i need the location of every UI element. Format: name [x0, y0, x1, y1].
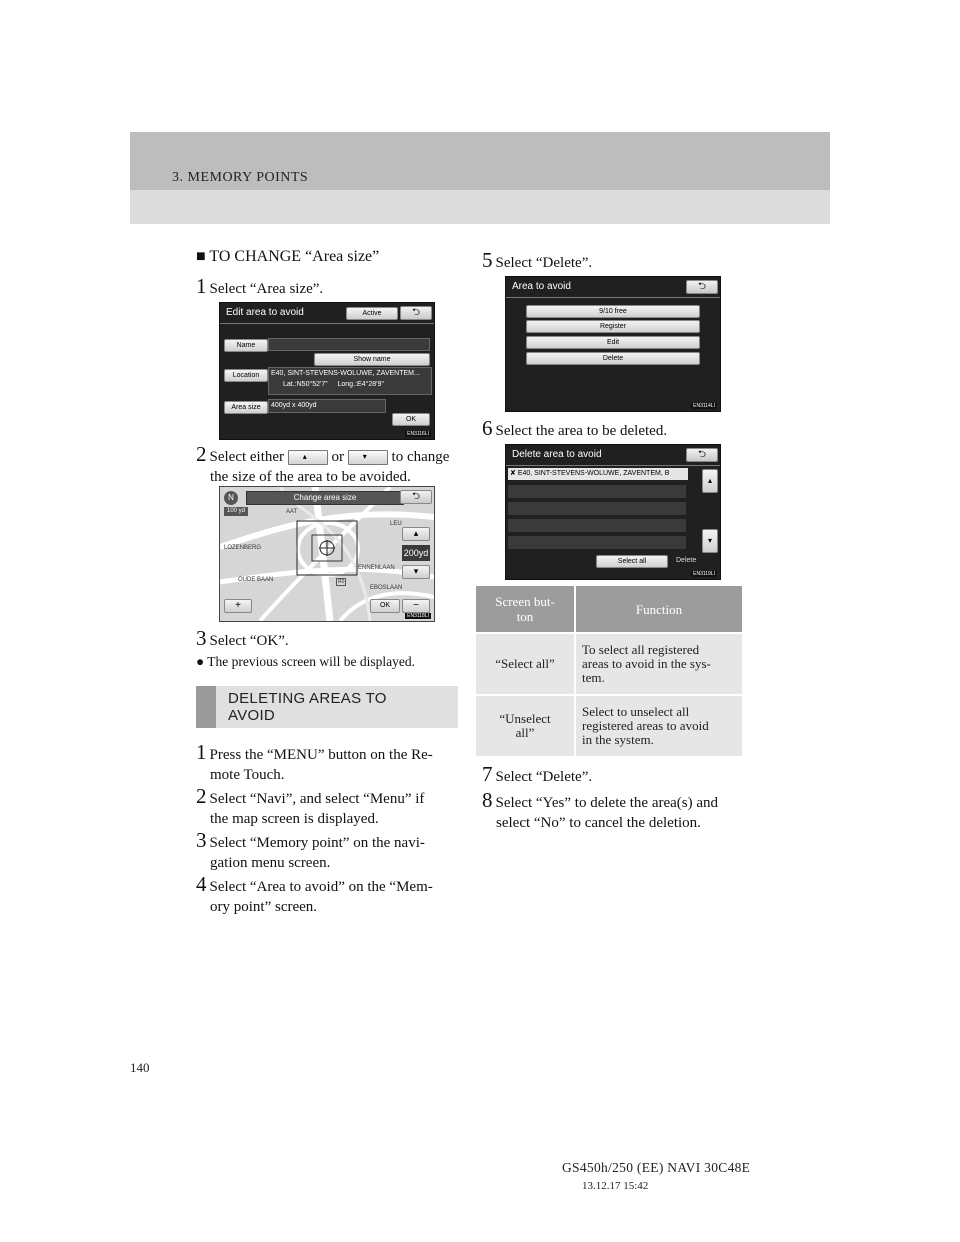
street-label: LOZENBERG — [224, 545, 262, 551]
step-text-cont: gation menu screen. — [210, 855, 331, 871]
location-button[interactable]: Location — [224, 369, 268, 382]
street-label: LEU — [390, 521, 402, 527]
step-text: Select the area to be deleted. — [495, 423, 668, 439]
delete-button[interactable]: Delete — [526, 352, 700, 365]
area-size-value: 400yd x 400yd — [268, 399, 386, 413]
free-count-display: 9/10 free — [526, 305, 700, 318]
screen-title: Edit area to avoid — [226, 307, 304, 318]
location-field — [268, 367, 432, 395]
step-3 — [196, 628, 289, 651]
empty-list-row — [508, 519, 686, 532]
table-cell: “Select all” — [476, 633, 575, 695]
section-title — [228, 690, 387, 724]
step-number: 2 — [196, 784, 207, 808]
edit-area-screen — [219, 302, 435, 440]
change-area-map-screen — [219, 486, 435, 622]
section-bar — [196, 686, 216, 728]
active-button[interactable]: Active — [346, 307, 398, 320]
section-title-line: AVOID — [228, 707, 276, 724]
step-number: 8 — [482, 788, 493, 812]
table-cell: To select all registered areas to avoid in the sys- tem. — [575, 633, 742, 695]
section-title-line: DELETING AREAS TO — [228, 690, 387, 707]
back-button[interactable]: ⮌ — [400, 490, 432, 504]
screen-title: Delete area to avoid — [512, 449, 602, 460]
down-arrow-icon: ▾ — [362, 452, 367, 462]
table-header: Screen but- ton — [476, 586, 575, 633]
image-code: EN3119LI — [693, 571, 715, 577]
page-down-button[interactable]: ▾ — [702, 529, 718, 553]
area-name: E40, SINT-STEVENS-WOLUWE, ZAVENTEM, B — [517, 470, 670, 477]
empty-list-row — [508, 536, 686, 549]
step-text: Select “Area to avoid” on the “Mem- — [209, 879, 433, 895]
delete-button[interactable]: Delete — [676, 557, 697, 564]
empty-list-row — [508, 485, 686, 498]
empty-list-row — [508, 502, 686, 515]
step-text-post: to change — [391, 449, 450, 465]
step-text: Select “Delete”. — [495, 255, 593, 271]
street-label: OUDE BAAN — [238, 577, 274, 583]
step-2 — [196, 444, 462, 487]
page-number: 140 — [130, 1060, 150, 1075]
step-text-cont: ory point” screen. — [210, 899, 318, 915]
compass-icon: N — [224, 491, 238, 505]
back-button[interactable]: ⮌ — [400, 306, 432, 320]
step-number: 3 — [196, 626, 207, 650]
step-1 — [196, 276, 323, 299]
name-button[interactable]: Name — [224, 339, 268, 352]
road-number: R0 — [338, 579, 345, 585]
area-size-button[interactable]: Area size — [224, 401, 268, 414]
step-number: 1 — [196, 740, 207, 764]
location-value: E40, SINT-STEVENS-WOLUWE, ZAVENTEM... — [271, 370, 420, 377]
step-text: Select “Memory point” on the navi- — [209, 835, 425, 851]
print-date: 13.12.17 15:42 — [582, 1180, 649, 1192]
step-text: Select “Navi”, and select “Menu” if — [209, 791, 425, 807]
step-text: Select “Area size”. — [209, 281, 324, 297]
select-all-button[interactable]: Select all — [596, 555, 668, 568]
step-text: Select “Yes” to delete the area(s) and — [495, 795, 719, 811]
image-code: EN3116LI — [407, 431, 429, 437]
table-header-row — [476, 586, 742, 633]
page-up-button[interactable]: ▴ — [702, 469, 718, 493]
ok-button[interactable]: OK — [392, 413, 430, 426]
step-text-cont: mote Touch. — [210, 767, 285, 783]
street-label: ENNENLAAN — [358, 565, 395, 571]
image-code: EN3118LI — [407, 613, 429, 619]
step-number: 7 — [482, 762, 493, 786]
area-list-item[interactable]: ✘ E40, SINT-STEVENS-WOLUWE, ZAVENTEM, B — [508, 468, 688, 480]
step-text-cont: the size of the area to be avoided. — [210, 469, 411, 485]
table-cell: Select to unselect all registered areas to avoid in the system. — [575, 695, 742, 757]
step-7 — [482, 764, 592, 787]
size-up-button[interactable]: ▴ — [402, 527, 430, 541]
size-down-button — [348, 450, 388, 465]
up-arrow-icon: ▴ — [302, 452, 307, 462]
d-step-4 — [196, 874, 462, 917]
screen-title: Area to avoid — [512, 281, 571, 292]
step-text-cont: select “No” to cancel the deletion. — [496, 815, 701, 831]
image-code: EN3114LI — [693, 403, 715, 409]
page-header — [130, 132, 830, 224]
back-button[interactable]: ⮌ — [686, 280, 718, 294]
delete-area-screen — [505, 444, 721, 580]
map-scale: 100 yd — [224, 507, 248, 516]
step-text-or: or — [331, 449, 345, 465]
step-text: Select “OK”. — [209, 633, 289, 649]
back-button[interactable]: ⮌ — [686, 448, 718, 462]
step-number: 4 — [196, 872, 207, 896]
area-size-display: 200yd — [402, 545, 430, 561]
size-down-button[interactable]: ▾ — [402, 565, 430, 579]
d-step-1 — [196, 742, 462, 785]
step-text: Press the “MENU” button on the Re- — [209, 747, 433, 763]
step-text: Select “Delete”. — [495, 769, 593, 785]
latitude: Lat.:N50°52'7" — [283, 381, 328, 388]
step-number: 2 — [196, 442, 207, 466]
size-up-button — [288, 450, 328, 465]
step-text-cont: the map screen is displayed. — [210, 811, 379, 827]
header-title: 3. MEMORY POINTS — [172, 170, 309, 185]
table-header: Function — [575, 586, 742, 633]
step-text: Select either — [209, 449, 285, 465]
step-number: 5 — [482, 248, 493, 272]
section-heading: ■ TO CHANGE “Area size” — [196, 248, 380, 265]
show-name-button[interactable]: Show name — [314, 353, 430, 366]
step-6 — [482, 418, 667, 441]
step-5 — [482, 250, 592, 273]
table-row — [476, 695, 742, 757]
table-cell: “Unselect all” — [476, 695, 575, 757]
table-row — [476, 633, 742, 695]
function-table — [476, 586, 742, 758]
register-button[interactable]: Register — [526, 320, 700, 333]
bullet-note: ● The previous screen will be displayed. — [196, 654, 415, 669]
screen-title: Change area size — [246, 491, 404, 505]
d-step-3 — [196, 830, 462, 873]
edit-button[interactable]: Edit — [526, 336, 700, 349]
street-label: EBOSLAAN — [370, 585, 403, 591]
step-number: 3 — [196, 828, 207, 852]
street-label: AAT — [286, 509, 298, 515]
name-field — [268, 338, 430, 351]
model-code: GS450h/250 (EE) NAVI 30C48E — [562, 1160, 751, 1175]
section-box — [196, 686, 458, 728]
step-number: 1 — [196, 274, 207, 298]
step-number: 6 — [482, 416, 493, 440]
step-8 — [482, 790, 750, 833]
longitude: Long.:E4°28'9" — [337, 381, 384, 388]
ok-button[interactable]: OK — [370, 599, 400, 613]
zoom-out-button[interactable]: − — [402, 599, 430, 613]
d-step-2 — [196, 786, 462, 829]
area-to-avoid-screen — [505, 276, 721, 412]
zoom-in-button[interactable]: + — [224, 599, 252, 613]
